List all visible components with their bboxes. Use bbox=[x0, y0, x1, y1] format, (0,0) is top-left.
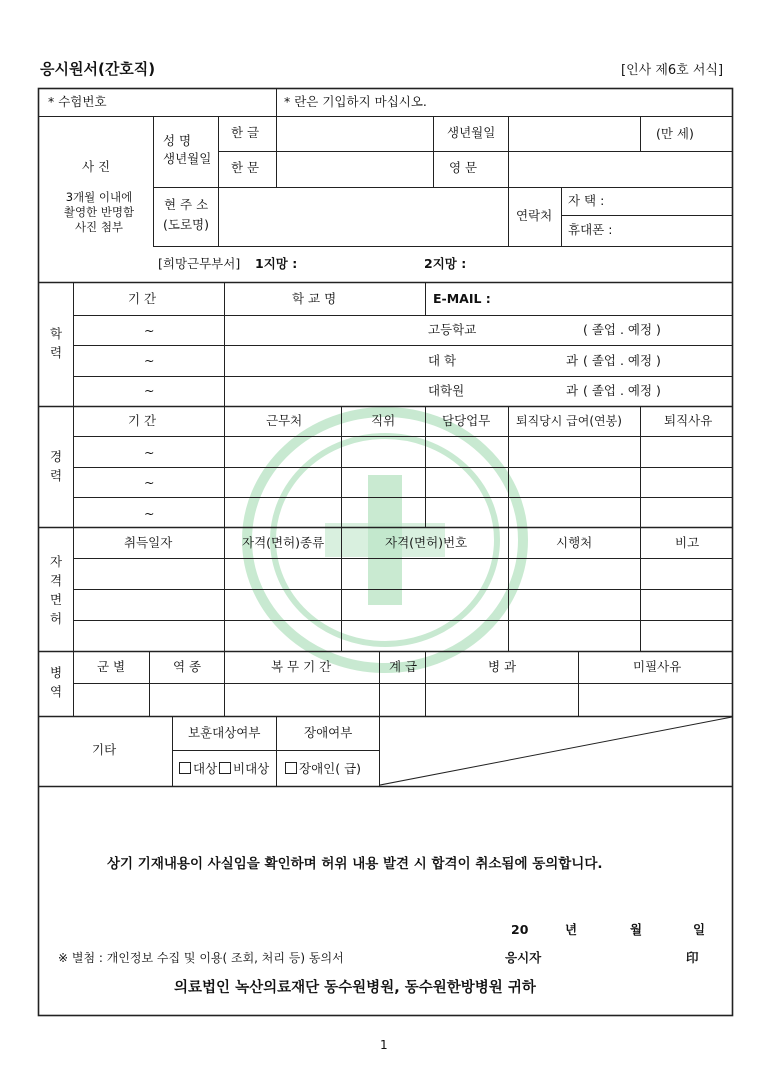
license-side-1: 자 bbox=[50, 554, 63, 569]
notice-text: * 란은 기입하지 마십시오. bbox=[284, 94, 427, 109]
form-title: 응시원서(간호직) bbox=[40, 60, 156, 78]
career-header-position: 직위 bbox=[371, 413, 396, 428]
mobile-field[interactable] bbox=[620, 217, 730, 244]
disabled-label: 장애인( 급) bbox=[299, 761, 362, 776]
birthdate-label: 생년월일 bbox=[447, 125, 496, 140]
hanmun-label: 한 문 bbox=[231, 160, 260, 175]
attachment-note: ※ 별첨 : 개인정보 수집 및 이용( 조회, 처리 등) 동의서 bbox=[58, 951, 344, 965]
edu-row1-period: ~ bbox=[144, 323, 155, 338]
military-side-2: 역 bbox=[50, 684, 63, 699]
military-header-exemption: 미필사유 bbox=[633, 659, 682, 674]
applicant-signature-field[interactable] bbox=[550, 946, 675, 968]
edu-row3-period: ~ bbox=[144, 383, 155, 398]
form-number: [인사 제6호 서식] bbox=[621, 63, 724, 78]
veteran-yes-label: 대상 bbox=[193, 761, 218, 776]
career-side-1: 경 bbox=[50, 449, 63, 464]
hangul-label: 한 글 bbox=[231, 125, 260, 140]
photo-note-2: 촬영한 반명함 bbox=[63, 205, 135, 219]
address-field[interactable] bbox=[220, 189, 506, 244]
choice1-label: 1지망 : bbox=[255, 256, 298, 271]
date-day: 일 bbox=[693, 922, 706, 937]
date-month: 월 bbox=[630, 922, 643, 937]
applicant-label: 응시자 bbox=[505, 950, 542, 965]
photo-note-1: 3개월 이내에 bbox=[65, 190, 133, 204]
address-label: 현 주 소 bbox=[164, 197, 209, 212]
career-row3-period: ~ bbox=[144, 506, 155, 521]
military-side-1: 병 bbox=[50, 665, 63, 680]
edu-row1-school: 고등학교 bbox=[428, 322, 477, 337]
choice2-field[interactable] bbox=[470, 250, 720, 278]
military-header-rank: 계 급 bbox=[389, 659, 418, 674]
exam-number-field[interactable] bbox=[150, 92, 270, 112]
edu-row3-school: 대학원 bbox=[428, 383, 465, 398]
page-number: 1 bbox=[380, 1038, 388, 1052]
contact-label: 연락처 bbox=[516, 208, 553, 223]
home-phone-field[interactable] bbox=[620, 189, 730, 213]
addressee-text: 의료법인 녹산의료재단 동수원병원, 동수원한방병원 귀하 bbox=[174, 980, 536, 996]
edu-side-2: 력 bbox=[50, 345, 63, 360]
disability-label: 장애여부 bbox=[304, 725, 353, 740]
edu-row3-status: ( 졸업 . 예정 ) bbox=[583, 383, 661, 398]
license-header-date: 취득일자 bbox=[124, 535, 173, 550]
veteran-no-option[interactable] bbox=[219, 762, 269, 776]
birthdate-field[interactable] bbox=[510, 118, 638, 149]
license-side-3: 면 bbox=[50, 592, 63, 607]
date-year-prefix: 20 bbox=[511, 922, 529, 937]
military-header-branch: 군 별 bbox=[97, 659, 126, 674]
name-hangul-field[interactable] bbox=[278, 118, 431, 149]
other-label: 기타 bbox=[92, 742, 117, 757]
disabled-checkbox[interactable] bbox=[285, 762, 297, 774]
seal-mark: 印 bbox=[686, 950, 699, 965]
email-label: E-MAIL : bbox=[433, 291, 491, 306]
career-header-workplace: 근무처 bbox=[266, 413, 303, 428]
edu-row1-status: ( 졸업 . 예정 ) bbox=[583, 322, 661, 337]
edu-side-1: 학 bbox=[50, 326, 63, 341]
license-header-number: 자격(면허)번호 bbox=[385, 535, 468, 550]
career-row1-period: ~ bbox=[144, 445, 155, 460]
edu-row2-school: 대 학 bbox=[428, 353, 457, 368]
license-side-4: 허 bbox=[50, 611, 63, 626]
veteran-label: 보훈대상여부 bbox=[188, 725, 261, 740]
license-header-issuer: 시행처 bbox=[556, 535, 593, 550]
career-side-2: 력 bbox=[50, 468, 63, 483]
edu-row3-dept: 과 bbox=[566, 383, 579, 398]
veteran-no-label: 비대상 bbox=[233, 761, 270, 776]
license-header-note: 비고 bbox=[675, 535, 700, 550]
edu-school-header: 학 교 명 bbox=[292, 291, 337, 306]
edu-row2-period: ~ bbox=[144, 353, 155, 368]
photo-label: 사 진 bbox=[82, 159, 111, 174]
military-header-type: 역 종 bbox=[173, 659, 202, 674]
license-header-type: 자격(면허)종류 bbox=[242, 535, 325, 550]
career-row2-period: ~ bbox=[144, 475, 155, 490]
license-side-2: 격 bbox=[50, 573, 63, 588]
career-header-reason: 퇴직사유 bbox=[664, 413, 713, 428]
english-label: 영 문 bbox=[449, 160, 478, 175]
edu-period-header: 기 간 bbox=[128, 291, 157, 306]
veteran-no-checkbox[interactable] bbox=[219, 762, 231, 774]
choice2-label: 2지망 : bbox=[424, 256, 467, 271]
career-header-duty: 담당업무 bbox=[442, 413, 491, 428]
edu-row2-dept: 과 bbox=[566, 353, 579, 368]
consent-statement: 상기 기재내용이 사실임을 확인하며 허위 내용 발견 시 합격이 취소됨에 동의합니다. bbox=[107, 856, 603, 872]
date-year: 년 bbox=[565, 922, 578, 937]
choice1-field[interactable] bbox=[300, 250, 410, 278]
veteran-yes-checkbox[interactable] bbox=[179, 762, 191, 774]
veteran-yes-option[interactable] bbox=[179, 762, 217, 776]
edu-row2-status: ( 졸업 . 예정 ) bbox=[583, 353, 661, 368]
home-phone-label: 자 택 : bbox=[568, 193, 605, 208]
birth-label: 생년월일 bbox=[163, 151, 212, 166]
disabled-option[interactable] bbox=[285, 762, 361, 776]
career-header-period: 기 간 bbox=[128, 413, 157, 428]
military-header-branch-service: 병 과 bbox=[488, 659, 517, 674]
name-label: 성 명 bbox=[163, 133, 192, 148]
exam-number-label: * 수험번호 bbox=[48, 94, 107, 109]
age-label: (만 세) bbox=[656, 126, 694, 141]
career-header-salary: 퇴직당시 급여(연봉) bbox=[516, 414, 622, 428]
name-hanmun-field[interactable] bbox=[278, 153, 431, 185]
email-field[interactable] bbox=[490, 285, 730, 313]
address-sub-label: (도로명) bbox=[163, 217, 209, 232]
dept-label: [희망근무부서] bbox=[158, 256, 241, 271]
english-name-field[interactable] bbox=[510, 153, 730, 185]
photo-note-3: 사진 첨부 bbox=[74, 220, 124, 234]
mobile-label: 휴대폰 : bbox=[568, 222, 613, 237]
military-header-period: 복 무 기 간 bbox=[271, 659, 332, 674]
